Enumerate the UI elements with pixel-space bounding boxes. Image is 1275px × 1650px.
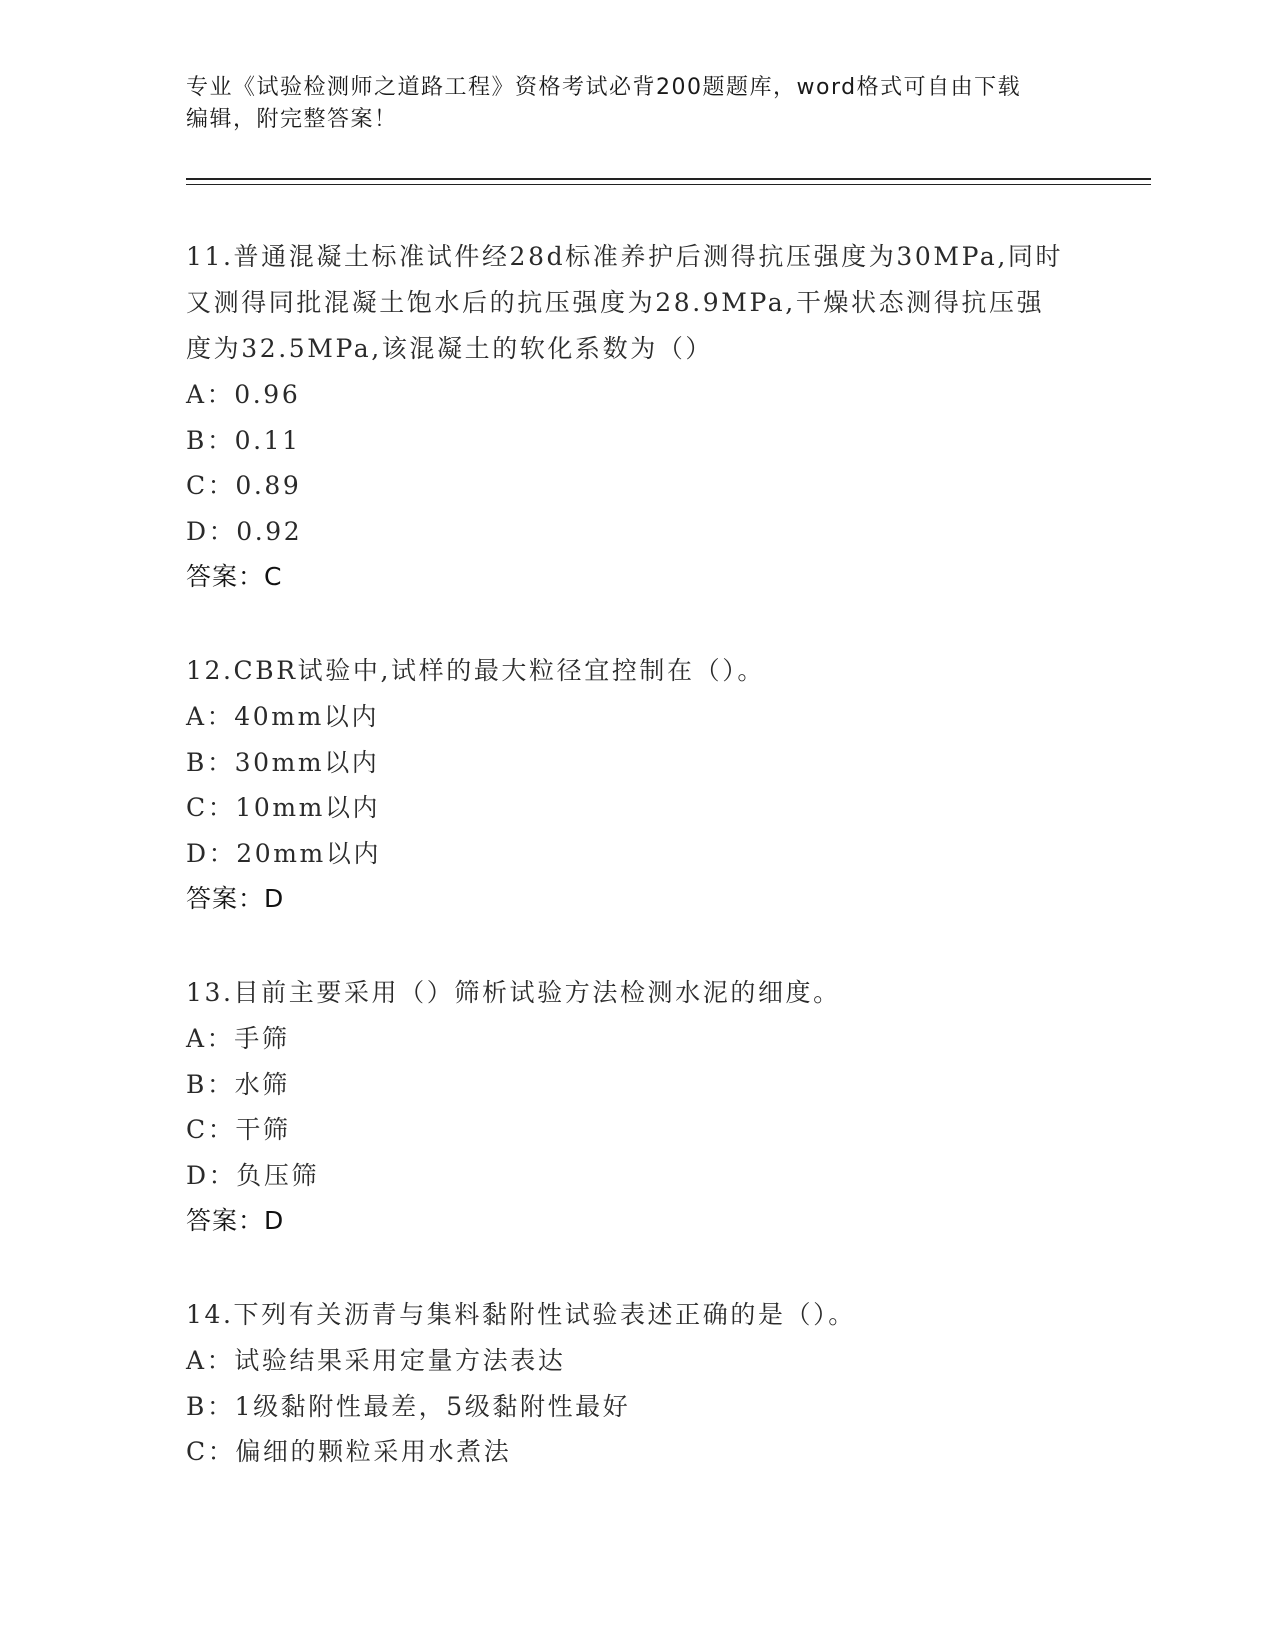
option-a: A：0.96 (186, 380, 301, 409)
question-stem-line: 13.目前主要采用（）筛析试验方法检测水泥的细度。 (186, 978, 841, 1007)
option-d: D：负压筛 (186, 1160, 320, 1190)
question-list (186, 234, 1086, 1523)
question-stem-line: 12.CBR试验中,试样的最大粒径宜控制在（）。 (186, 656, 765, 685)
option-d: D：20mm以内 (186, 838, 382, 868)
option-b: B：1级黏附性最差，5级黏附性最好 (186, 1391, 631, 1421)
option-a: A：40mm以内 (186, 702, 380, 731)
header-line-2: 编辑，附完整答案！ (186, 107, 398, 132)
option-c: C：干筛 (186, 1115, 291, 1144)
option-c: C：10mm以内 (186, 793, 381, 822)
option-a: A：试验结果采用定量方法表达 (186, 1346, 566, 1375)
header-line-1: 专业《试验检测师之道路工程》资格考试必背200题题库，word格式可自由下载 (186, 75, 1022, 100)
header-divider-thick (186, 178, 1151, 180)
answer-line: 答案：C (186, 562, 283, 591)
question-11 (186, 234, 1086, 600)
question-12 (186, 648, 1086, 922)
option-a: A：手筛 (186, 1024, 290, 1053)
header-divider-thin (186, 184, 1151, 185)
question-14 (186, 1292, 1086, 1475)
option-d: D：0.92 (186, 516, 303, 546)
option-b: B：水筛 (186, 1069, 290, 1099)
option-b: B：0.11 (186, 425, 301, 455)
question-stem-line: 14.下列有关沥青与集料黏附性试验表述正确的是（）。 (186, 1300, 856, 1329)
option-c: C：0.89 (186, 471, 302, 500)
answer-line: 答案：D (186, 884, 285, 913)
option-c: C：偏细的颗粒采用水煮法 (186, 1437, 512, 1466)
document-header (186, 72, 1086, 136)
answer-line: 答案：D (186, 1206, 285, 1235)
question-13 (186, 970, 1086, 1244)
question-stem-line: 又测得同批混凝土饱水后的抗压强度为28.9MPa,干燥状态测得抗压强 (186, 288, 1045, 317)
option-b: B：30mm以内 (186, 747, 380, 777)
question-stem-line: 11.普通混凝土标准试件经28d标准养护后测得抗压强度为30MPa,同时 (186, 242, 1064, 271)
question-stem-line: 度为32.5MPa,该混凝土的软化系数为（） (186, 334, 714, 363)
